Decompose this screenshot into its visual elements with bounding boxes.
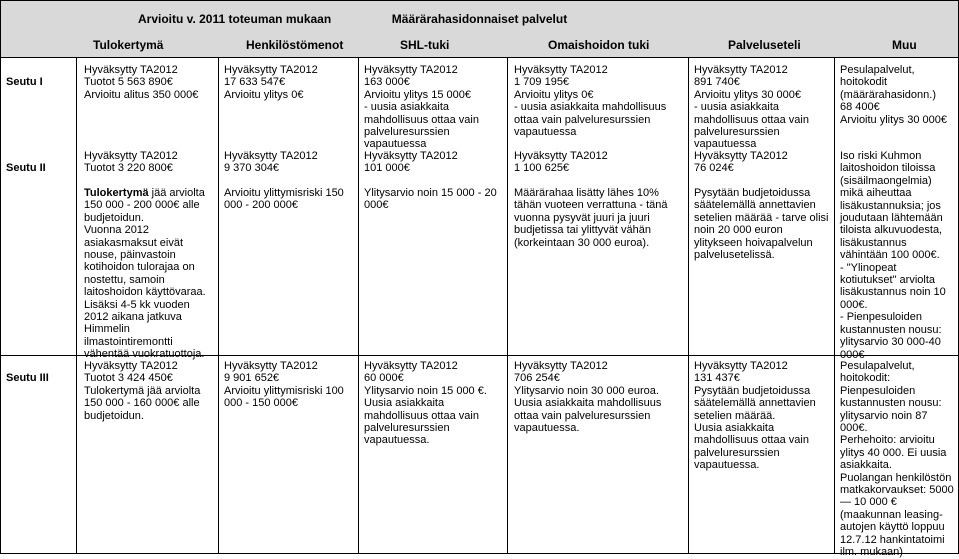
cell-line: Pysytään budjetoidussa säätelemällä annettavien setelien määrää - tarve olisi noin 20 000 euron ylitykseen hoivapalvelun palvelusetelissä. bbox=[694, 187, 829, 262]
col-header-shl-tuki: SHL-tuki bbox=[400, 38, 450, 52]
bold-term: Tulokertymä bbox=[84, 187, 149, 199]
cell-line: 1 100 625€ bbox=[514, 162, 570, 175]
grid-line-col-2 bbox=[218, 57, 219, 554]
cell-line: Ylitysarvio noin 15 000 €. bbox=[364, 384, 487, 397]
cell-line: Määrärahaa lisätty lähes 10% tähän vuoteen verrattuna - tänä vuonna pysyvät juuri ja juuri budjetissa tai ylittyvät vähän (korkeintaan 30 000 euroa). bbox=[514, 187, 668, 249]
note-tulokertyma-seutu-ii bbox=[84, 187, 214, 361]
cell-line: Hyväksytty TA2012 bbox=[224, 64, 318, 76]
col-header-tulokertyma: Tulokertymä bbox=[93, 38, 164, 52]
cell-muu-seutu-i bbox=[840, 64, 956, 126]
note-omaishoito-seutu-ii bbox=[514, 187, 684, 249]
grid-line-col-5 bbox=[688, 57, 689, 554]
grid-line-col-1 bbox=[76, 57, 77, 554]
grid-line-header bbox=[0, 57, 959, 58]
cell-line: Arvioitu ylitys 15 000€ bbox=[364, 88, 471, 101]
cell-line: - Pienpesuloiden kustannusten nousu: ylitysarvio 30 000-40 000€ bbox=[840, 311, 942, 361]
cell-line: 163 000€ bbox=[364, 76, 410, 89]
header-title-right: Määrärahasidonnaiset palvelut bbox=[391, 12, 568, 26]
cell-line: - uusia asiakkaita mahdollisuus ottaa vain palveluresurssien vapautuessa bbox=[364, 101, 479, 151]
cell-line: Hyväksytty TA2012 bbox=[514, 150, 608, 162]
cell-line: Uusia asiakkaita mahdollisuus ottaa vain palveluresurssien vapautuessa. bbox=[514, 397, 662, 435]
cell-line: Pesulapalvelut, hoitokodit: Pienpesuloiden kustannusten nousu: ylitysarvio noin 87 000€. bbox=[840, 360, 942, 435]
cell-line: Arvioitu ylittymisriski 150 000 - 200 000€ bbox=[224, 187, 344, 212]
cell-palveluseteli-seutu-i bbox=[694, 64, 830, 151]
col-header-palveluseteli: Palveluseteli bbox=[728, 38, 801, 52]
cell-line: Ylitysarvio noin 15 000 - 20 000€ bbox=[364, 187, 497, 212]
cell-line: Hyväksytty TA2012 bbox=[514, 64, 608, 76]
note-palveluseteli-seutu-ii bbox=[694, 187, 830, 261]
cell-line: Tulokertymä jää arviolta 150 000 - 160 000€ alle budjetoidun. bbox=[84, 384, 201, 422]
cell-muu-seutu-ii bbox=[840, 150, 956, 361]
note-text: jää arviolta 150 000 - 200 000€ alle budjetoidun. bbox=[84, 187, 205, 224]
cell-line: Arvioitu ylitys 0€ bbox=[224, 88, 304, 101]
note-henkilosto-seutu-ii bbox=[224, 187, 354, 212]
cell-line: - uusia asiakkaita mahdollisuus ottaa vain palveluresurssien vapautuessa bbox=[694, 101, 809, 151]
col-header-muu: Muu bbox=[892, 38, 917, 52]
cell-line: Hyväksytty TA2012 bbox=[84, 64, 178, 76]
cell-line: Arvioitu ylitys 30 000€ bbox=[694, 88, 801, 101]
cell-line: 1 709 195€ bbox=[514, 76, 570, 89]
cell-tulokertyma-seutu-ii bbox=[84, 150, 214, 175]
cell-line: Uusia asiakkaita mahdollisuus ottaa vain palveluresurssien vapautuessa. bbox=[694, 422, 809, 472]
cell-line: 17 633 547€ bbox=[224, 76, 286, 89]
cell-line: Arvioitu ylitys 30 000€ bbox=[840, 113, 947, 126]
cell-shl-seutu-ii bbox=[364, 150, 502, 175]
cell-line: Hyväksytty TA2012 bbox=[514, 360, 608, 372]
grid-line-col-3 bbox=[358, 57, 359, 554]
cell-line: Hyväksytty TA2012 bbox=[694, 150, 788, 162]
cell-line: 60 000€ bbox=[364, 372, 404, 385]
cell-line: 76 024€ bbox=[694, 162, 734, 175]
cell-line: Arvioitu ylittymisriski 100 000 - 150 000€ bbox=[224, 384, 344, 410]
cell-line: Arvioitu alitus 350 000€ bbox=[84, 88, 199, 101]
cell-line: 9 370 304€ bbox=[224, 162, 280, 175]
cell-line: Tuotot 3 220 800€ bbox=[84, 162, 173, 175]
row-label-seutu-iii: Seutu III bbox=[6, 372, 49, 384]
cell-line: Hyväksytty TA2012 bbox=[364, 150, 458, 162]
cell-omaishoito-seutu-i bbox=[514, 64, 684, 138]
cell-line: Pysytään budjetoidussa säätelemällä annettavien setelien määrää. bbox=[694, 384, 816, 422]
col-header-henkilostomenot: Henkilöstömenot bbox=[246, 38, 344, 52]
cell-line: 131 437€ bbox=[694, 372, 740, 385]
cell-henkilosto-seutu-ii bbox=[224, 150, 354, 175]
grid-line-col-0 bbox=[0, 0, 1, 554]
cell-line: - uusia asiakkaita mahdollisuus ottaa vain palveluresurssien vapautuessa bbox=[514, 101, 667, 139]
grid-line-col-6 bbox=[834, 57, 835, 554]
cell-line: Hyväksytty TA2012 bbox=[694, 360, 788, 372]
header-title-left: Arvioitu v. 2011 toteuman mukaan bbox=[138, 12, 332, 26]
cell-line bbox=[84, 187, 214, 224]
cell-line: 101 000€ bbox=[364, 162, 410, 175]
cell-line: Hyväksytty TA2012 bbox=[84, 360, 178, 372]
cell-line: - "Ylinopeat kotiutukset" arviolta lisäkustannus noin 10 000€. bbox=[840, 261, 946, 311]
col-header-omaishoidon-tuki: Omaishoidon tuki bbox=[548, 38, 650, 52]
grid-line-top bbox=[0, 0, 959, 1]
cell-tulokertyma-seutu-iii bbox=[84, 360, 214, 422]
cell-line: 9 901 652€ bbox=[224, 372, 280, 385]
cell-omaishoito-seutu-ii bbox=[514, 150, 684, 175]
cell-line: Ylitysarvio noin 30 000 euroa. bbox=[514, 384, 659, 397]
grid-line-col-4 bbox=[507, 57, 508, 554]
cell-line: 706 254€ bbox=[514, 372, 560, 385]
cell-line: Hyväksytty TA2012 bbox=[84, 150, 178, 162]
cell-line: Perhehoito: arvioitu ylitys 40 000. Ei uusia asiakkaita. bbox=[840, 434, 947, 472]
row-label-seutu-ii: Seutu II bbox=[6, 162, 46, 174]
cell-line: Tuotot 3 424 450€ bbox=[84, 372, 173, 385]
cell-palveluseteli-seutu-ii bbox=[694, 150, 830, 175]
cell-henkilosto-seutu-iii bbox=[224, 360, 354, 410]
cell-line: Arvioitu ylitys 0€ bbox=[514, 88, 594, 101]
cell-line: Uusia asiakkaita mahdollisuus ottaa vain palveluresurssien vapautuessa. bbox=[364, 397, 479, 447]
cell-line: Pesulapalvelut, hoitokodit (määrärahasidonn.) bbox=[840, 64, 936, 101]
cell-line: Hyväksytty TA2012 bbox=[364, 64, 458, 76]
cell-line: 68 400€ bbox=[840, 101, 880, 114]
cell-omaishoito-seutu-iii bbox=[514, 360, 684, 434]
cell-line: Hyväksytty TA2012 bbox=[224, 360, 318, 372]
cell-line: Hyväksytty TA2012 bbox=[694, 64, 788, 76]
cell-line: Hyväksytty TA2012 bbox=[224, 150, 318, 162]
cell-line: Iso riski Kuhmon laitoshoidon tiloissa (sisäilmaongelmia) mikä aiheuttaa lisäkustannuksia; jos joudutaan lähtemään tiloista alkuvuodesta, lisäkustannus vähintään 100 000€. bbox=[840, 150, 943, 262]
cell-line: Vuonna 2012 asiakasmaksut eivät nouse, päinvastoin kotihoidon tulorajaa on nostettu, samoin laitoshoidon käyttövaraa. Lisäksi 4-5 kk vuoden 2012 aikana jatkuva Himmelin ilmastointiremontti vähentää vuokratuottoja. bbox=[84, 224, 206, 361]
cell-line: Hyväksytty TA2012 bbox=[364, 360, 458, 372]
cell-line: Puolangan henkilöstön matkakorvaukset: 5000 — 10 000 € (maakunnan leasing-autojen käyttö loppuu 12.7.12 hankintatoimi ilm. mukaan) bbox=[840, 471, 954, 559]
cell-muu-seutu-iii bbox=[840, 360, 956, 559]
cell-tulokertyma-seutu-i bbox=[84, 64, 214, 101]
row-label-seutu-i: Seutu I bbox=[6, 76, 43, 88]
cell-shl-seutu-i bbox=[364, 64, 502, 151]
cell-line: Tuotot 5 563 890€ bbox=[84, 76, 173, 89]
cell-henkilosto-seutu-i bbox=[224, 64, 354, 101]
cell-line: 891 740€ bbox=[694, 76, 740, 89]
cell-palveluseteli-seutu-iii bbox=[694, 360, 830, 472]
cell-shl-seutu-iii bbox=[364, 360, 502, 447]
note-shl-seutu-ii bbox=[364, 187, 502, 212]
